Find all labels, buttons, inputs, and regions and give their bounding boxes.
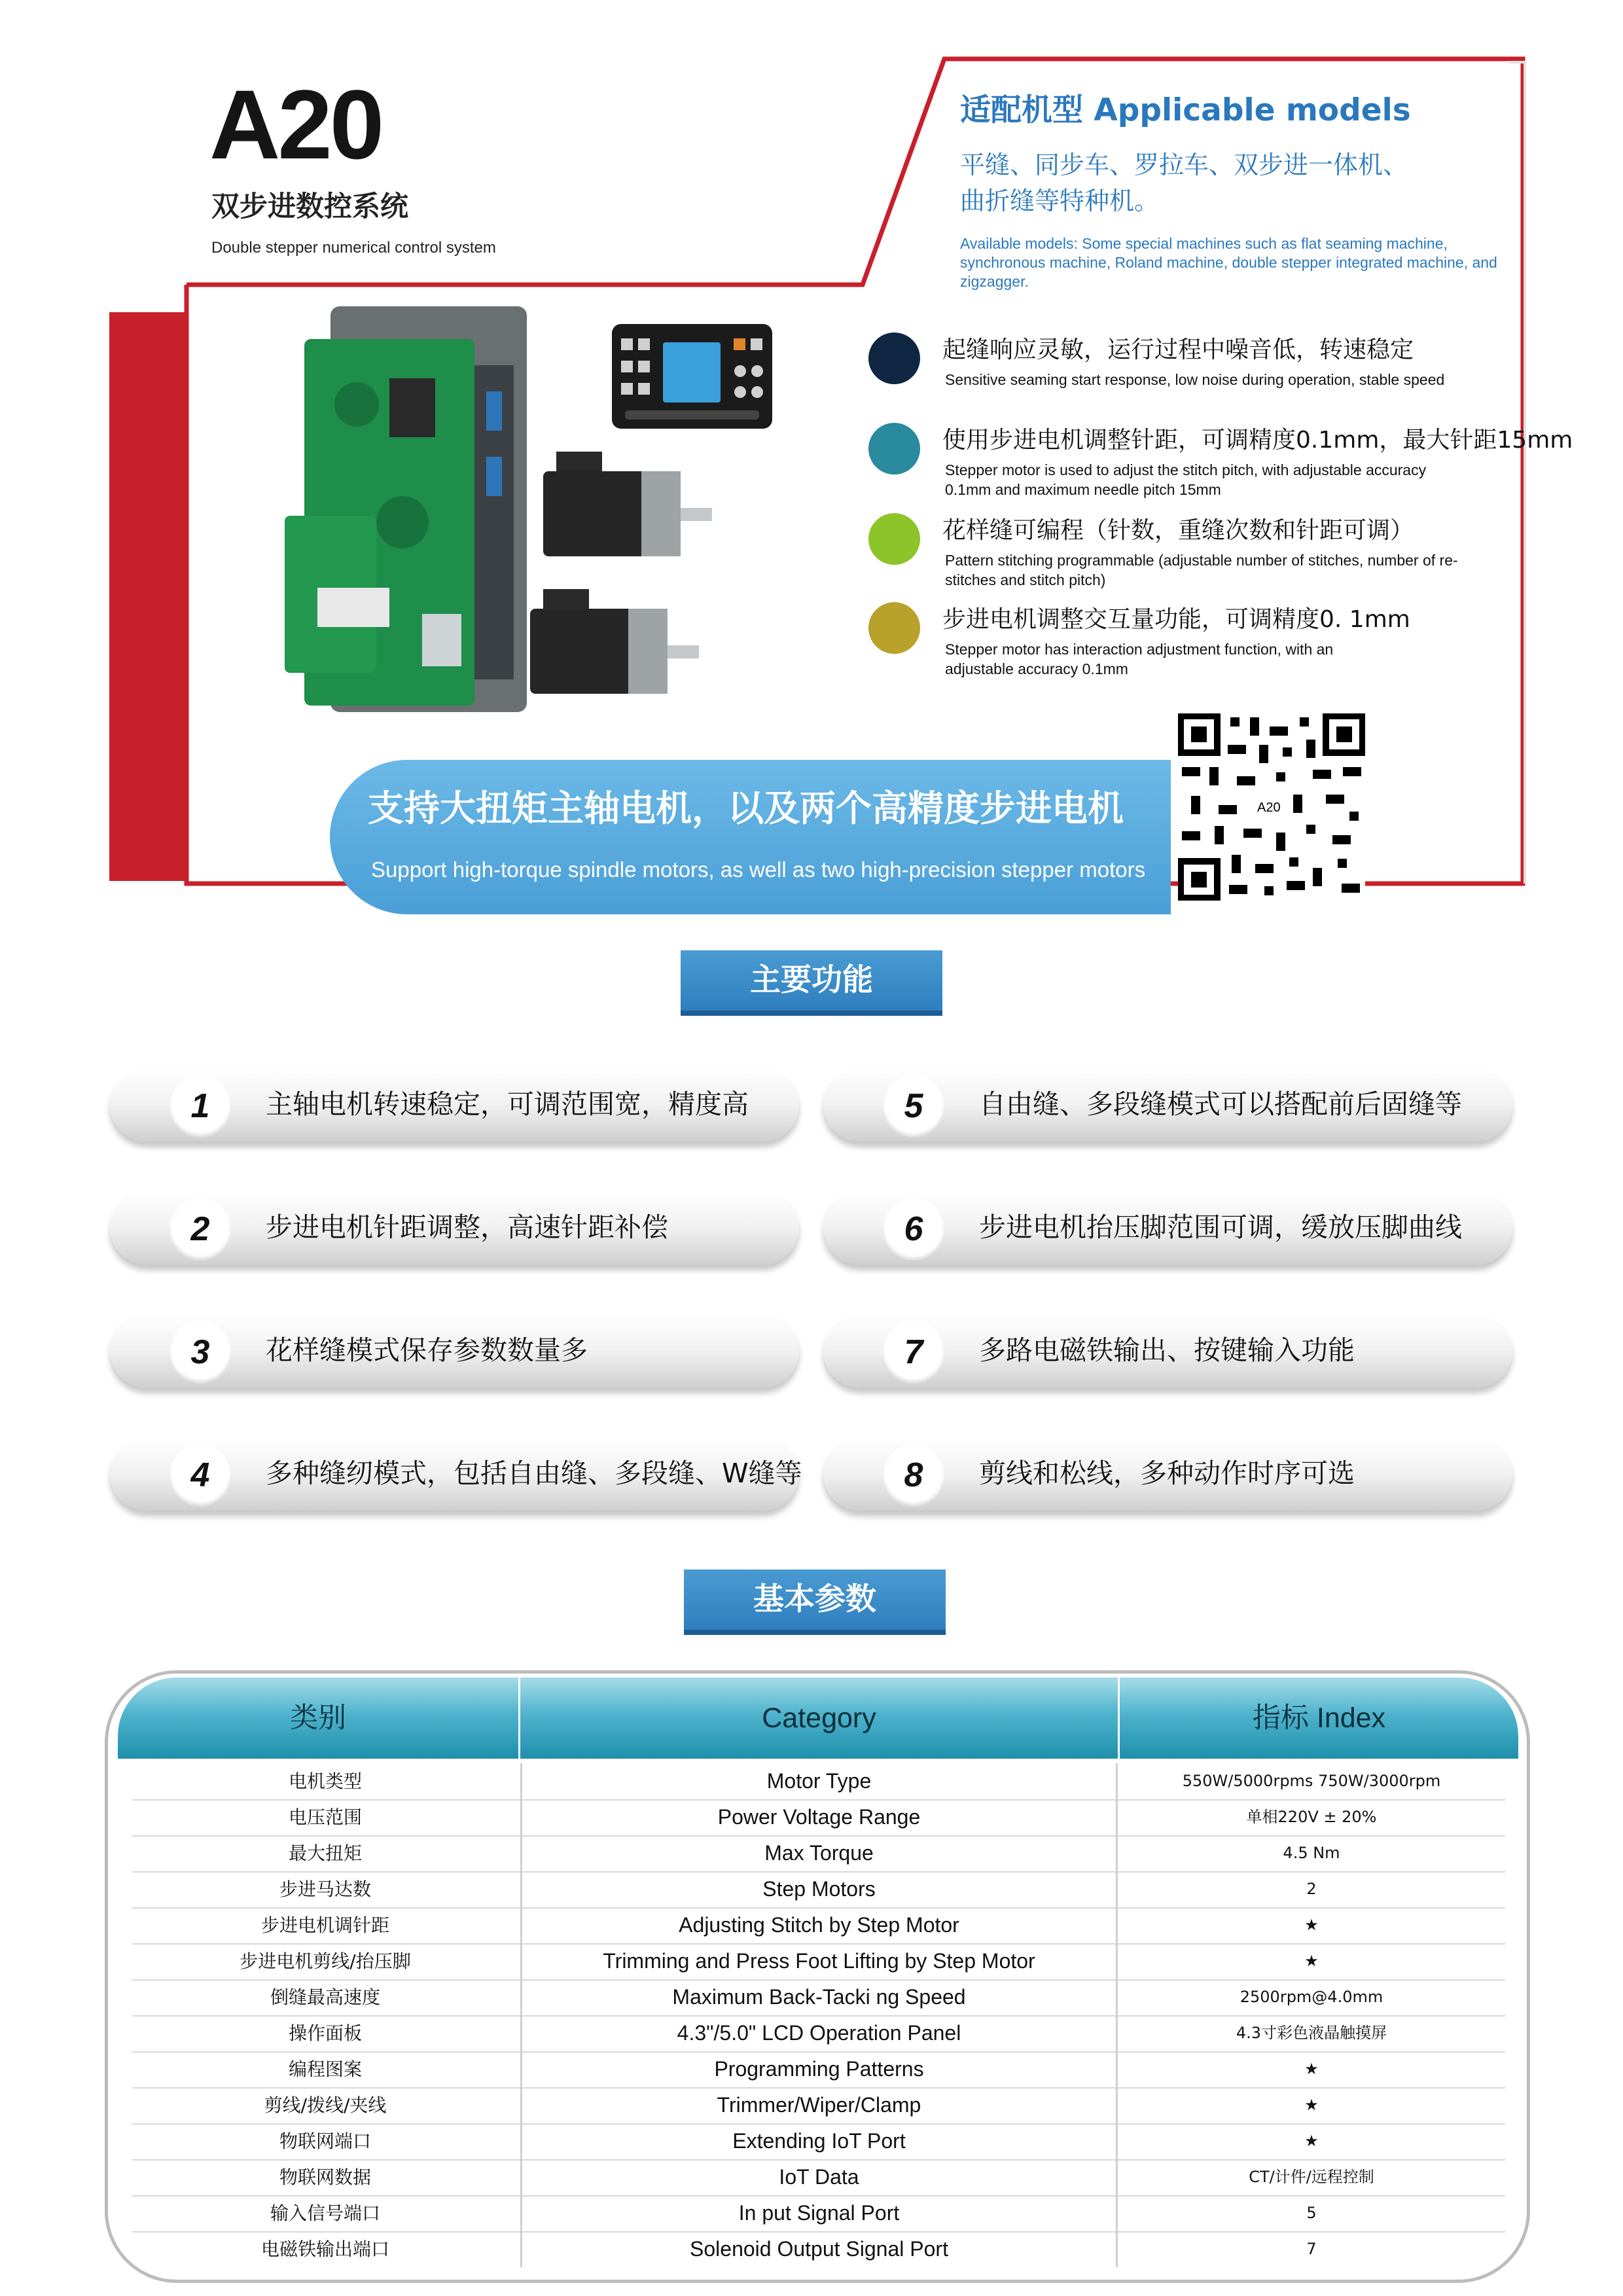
function-item-1 (110, 1068, 799, 1148)
function-number: 8 (904, 1456, 923, 1494)
row-index: 2 (1306, 1880, 1317, 1898)
row-category-en: Trimmer/Wiper/Clamp (520, 2087, 1118, 2123)
feature-dot (868, 602, 920, 654)
table-row (132, 2015, 1505, 2053)
function-number: 7 (904, 1333, 923, 1371)
function-text: 多路电磁铁输出、按键输入功能 (979, 1335, 1355, 1366)
applicable-models-cn (960, 147, 1536, 219)
row-index: 550W/5000rpms 750W/3000rpm (1182, 1772, 1441, 1790)
row-category-cn: 步进马达数 (279, 1878, 371, 1900)
row-category-cn: 输入信号端口 (270, 2202, 380, 2224)
row-category-en: Power Voltage Range (520, 1799, 1118, 1835)
row-index: 2500rpm@4.0mm (1240, 1988, 1383, 2006)
function-item-7 (823, 1314, 1512, 1394)
row-category-en: Trimming and Press Foot Lifting by Step Motor (520, 1943, 1118, 1979)
table-row (132, 2159, 1505, 2197)
panel-lcd (663, 342, 721, 403)
operation-panel-image (612, 324, 772, 429)
feature-text-cn: 步进电机调整交互量功能，可调精度0. 1mm (942, 606, 1410, 633)
function-text: 步进电机抬压脚范围可调，缓放压脚曲线 (979, 1211, 1462, 1243)
row-category-cn: 倒缝最高速度 (270, 1986, 380, 2008)
row-index: ★ (1304, 2096, 1319, 2114)
feature-banner (330, 760, 1171, 914)
product-title-en: Double stepper numerical control system (211, 239, 496, 257)
function-item-2 (110, 1191, 799, 1271)
function-text: 主轴电机转速稳定，可调范围宽，精度高 (266, 1088, 749, 1120)
feature-dot (868, 332, 920, 384)
feature-item-2 (868, 423, 1573, 514)
feature-text-en: Pattern stitching programmable (adjustable number of stitches, number of re-stitches and stitch pitch) (945, 552, 1458, 589)
row-index: ★ (1304, 1916, 1319, 1934)
function-item-5 (823, 1068, 1512, 1148)
row-index: ★ (1304, 2060, 1319, 2078)
specs-table-header (118, 1677, 1518, 1759)
row-index: 7 (1306, 2240, 1317, 2258)
feature-dot (868, 513, 920, 565)
stepper-motor-image-2 (530, 583, 700, 694)
table-row (132, 2195, 1505, 2233)
row-category-en: 4.3"/5.0" LCD Operation Panel (520, 2015, 1118, 2051)
applicable-models-cn-line2: 曲折缝等特种机。 (960, 187, 1160, 216)
row-category-en: In put Signal Port (520, 2195, 1118, 2231)
row-category-en: Programming Patterns (520, 2051, 1118, 2087)
function-text: 自由缝、多段缝模式可以搭配前后固缝等 (979, 1088, 1462, 1120)
function-item-3 (110, 1314, 799, 1394)
table-row (132, 1943, 1505, 1981)
row-index: 单相220V ± 20% (1246, 1808, 1377, 1826)
function-text: 花样缝模式保存参数数量多 (266, 1335, 588, 1366)
stepper-motor-image-1 (543, 445, 713, 556)
applicable-models-title: 适配机型 Applicable models (960, 92, 1411, 128)
row-category-cn: 电机类型 (288, 1770, 362, 1792)
motor-shaft (681, 508, 712, 521)
row-category-en: IoT Data (520, 2159, 1118, 2195)
row-category-cn: 电磁铁输出端口 (260, 2238, 389, 2260)
table-row (132, 1871, 1505, 1909)
banner-text-cn: 支持大扭矩主轴电机，以及两个高精度步进电机 (368, 787, 1124, 829)
applicable-models-cn-line1: 平缝、同步车、罗拉车、双步进一体机、 (960, 151, 1408, 179)
row-category-en: Adjusting Stitch by Step Motor (520, 1907, 1118, 1943)
table-row (132, 2051, 1505, 2089)
product-title-cn: 双步进数控系统 (211, 190, 408, 223)
feature-item-3 (868, 513, 1523, 605)
function-item-6 (823, 1191, 1512, 1271)
qr-label: A20 (1253, 799, 1285, 816)
feature-text-en: Stepper motor has interaction adjustment function, with an adjustable accuracy 0.1mm (945, 641, 1334, 678)
row-index: ★ (1304, 2132, 1319, 2150)
row-category-cn: 最大扭矩 (288, 1842, 362, 1864)
row-category-cn: 编程图案 (288, 2058, 362, 2080)
feature-text-en: Stepper motor is used to adjust the stitch pitch, with adjustable accuracy 0.1mm and maximum needle pitch 15mm (945, 461, 1427, 499)
row-index: 4.5 Nm (1283, 1844, 1340, 1862)
row-category-en: Extending IoT Port (520, 2123, 1118, 2159)
row-category-cn: 物联网端口 (279, 2130, 371, 2152)
model-title: A20 (209, 69, 382, 179)
feature-text-cn: 花样缝可编程（针数，重缝次数和针距可调） (942, 517, 1414, 544)
feature-item-4 (868, 602, 1523, 694)
row-category-cn: 操作面板 (288, 2022, 362, 2044)
function-number: 1 (190, 1087, 210, 1125)
function-number: 6 (904, 1210, 923, 1248)
specs-heading: 基本参数 (684, 1570, 946, 1630)
row-category-en: Max Torque (520, 1835, 1118, 1871)
column-header-index: 指标 Index (1252, 1702, 1386, 1734)
applicable-models-en: Available models: Some special machines such as flat seaming machine, synchronous machine, Roland machine, double stepper integrated machine, and zigzagger. (960, 235, 1497, 290)
row-category-en: Maximum Back-Tacki ng Speed (520, 1979, 1118, 2015)
row-category-cn: 剪线/拨线/夹线 (264, 2094, 387, 2116)
table-row (132, 2123, 1505, 2161)
table-row (132, 1799, 1505, 1837)
row-category-en: Solenoid Output Signal Port (520, 2231, 1118, 2267)
row-category-cn: 步进电机调针距 (260, 1914, 389, 1936)
row-category-cn: 步进电机剪线/抬压脚 (240, 1950, 411, 1972)
feature-item-1 (868, 332, 1523, 411)
function-text: 多种缝纫模式，包括自由缝、多段缝、W缝等 (266, 1458, 802, 1489)
feature-text-cn: 起缝响应灵敏，运行过程中噪音低，转速稳定 (942, 336, 1414, 363)
function-number: 4 (190, 1456, 210, 1494)
table-row (132, 1907, 1505, 1945)
feature-text-en: Sensitive seaming start response, low noise during operation, stable speed (945, 371, 1445, 388)
column-header-category-en: Category (762, 1702, 876, 1734)
table-row (132, 2231, 1505, 2267)
function-item-4 (110, 1437, 802, 1517)
table-row (132, 1979, 1505, 2017)
function-number: 5 (904, 1087, 923, 1125)
banner-text-en: Support high-torque spindle motors, as well as two high-precision stepper motors (371, 857, 1146, 882)
feature-dot (868, 423, 920, 475)
row-index: 4.3寸彩色液晶触摸屏 (1236, 2024, 1387, 2042)
function-text: 剪线和松线，多种动作时序可选 (979, 1458, 1355, 1489)
function-item-8 (823, 1437, 1512, 1517)
function-number: 2 (190, 1210, 210, 1248)
row-category-cn: 电压范围 (288, 1806, 362, 1828)
function-number: 3 (190, 1333, 210, 1371)
table-row (132, 1763, 1505, 1801)
row-index: CT/计件/远程控制 (1249, 2168, 1374, 2186)
table-row (132, 1835, 1505, 1873)
row-category-en: Step Motors (520, 1871, 1118, 1907)
function-text: 步进电机针距调整，高速针距补偿 (266, 1211, 668, 1243)
row-index: ★ (1304, 1952, 1319, 1970)
red-side-bar (109, 312, 187, 881)
functions-heading: 主要功能 (681, 950, 942, 1011)
row-category-en: Motor Type (520, 1763, 1118, 1799)
table-row (132, 2087, 1505, 2125)
column-header-category-cn: 类别 (290, 1702, 346, 1734)
row-category-cn: 物联网数据 (279, 2166, 371, 2188)
row-index: 5 (1306, 2204, 1317, 2222)
feature-text-cn: 使用步进电机调整针距，可调精度0.1mm，最大针距15mm (942, 427, 1573, 454)
